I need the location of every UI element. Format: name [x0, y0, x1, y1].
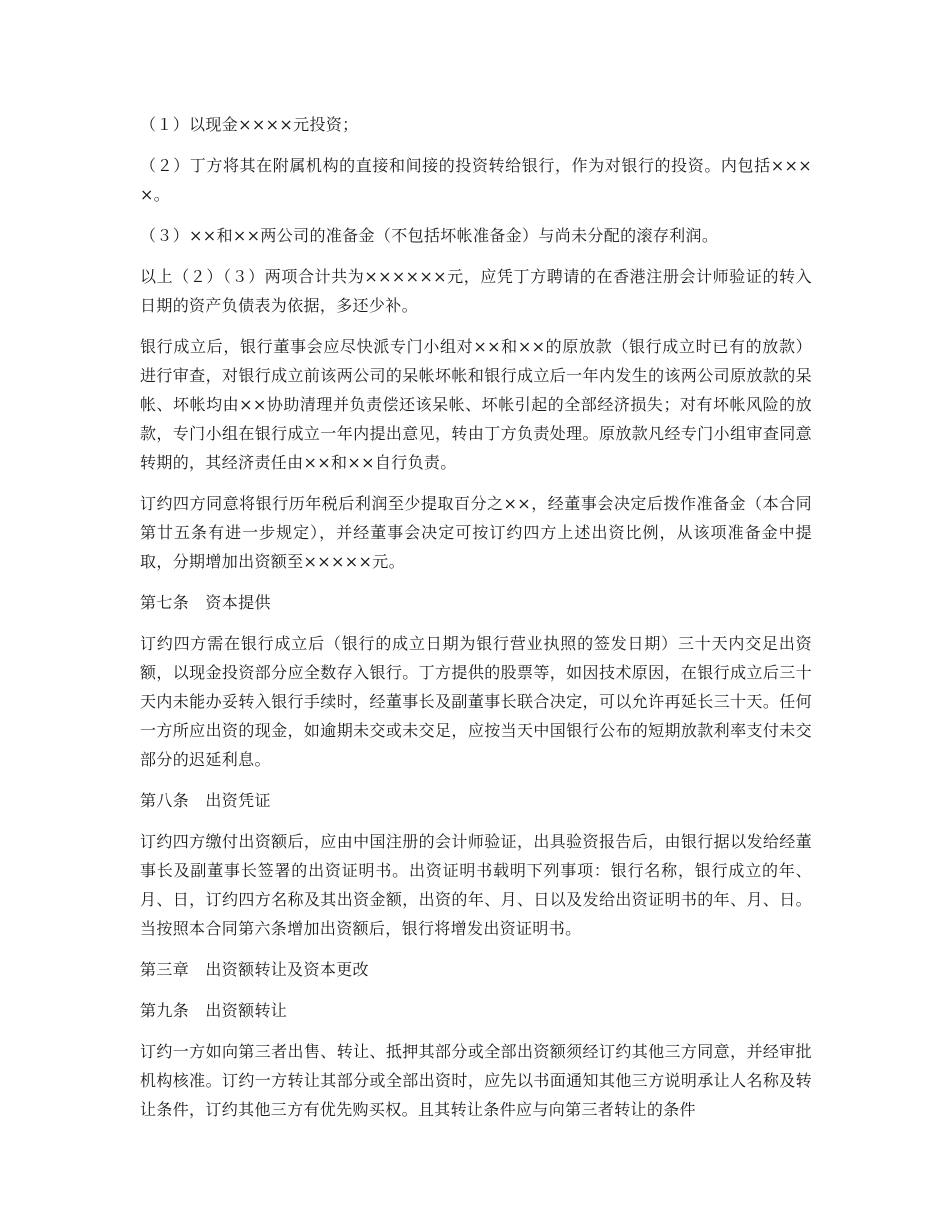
paragraph-capital-transfer: 订约一方如向第三者出售、转让、抵押其部分或全部出资额须经订约其他三方同意，并经审批机构核准。订约一方转让其部分或全部出资时，应先以书面通知其他三方说明承让人名称及转让条件，订约其他三方有优先购买权。且其转让条件应与向第三者转让的条件 [140, 1042, 812, 1119]
paragraph-loan-review: 银行成立后，银行董事会应尽快派专门小组对××和××的原放款（银行成立时已有的放款）进行审查，对银行成立前该两公司的呆帐坏帐和银行成立后一年内发生的该两公司原放款的呆帐、坏帐均由××协助清理并负责偿还该呆帐、坏帐引起的全部经济损失；对有坏帐风险的放款，专门小组在银行成立一年内提出意见，转由丁方负责处理。原放款凡经专门小组审查同意转期的，其经济责任由××和××自行负责。 [140, 337, 812, 472]
article-9-heading: 第九条 出资额转让 [140, 1001, 288, 1020]
article-7-heading: 第七条 资本提供 [140, 593, 271, 612]
paragraph-reserve-fund: 订约四方同意将银行历年税后利润至少提取百分之××，经董事会决定后拨作准备金（本合同第廿五条有进一步规定），并经董事会决定可按订约四方上述出资比例，从该项准备金中提取，分期增加出资额至×××××元。 [140, 494, 812, 571]
clause-item-1: （１）以现金××××元投资； [140, 115, 359, 134]
clause-item-3: （３）××和××两公司的准备金（不包括坏帐准备金）与尚未分配的滚存利润。 [140, 226, 719, 245]
paragraph-capital-provision: 订约四方需在银行成立后（银行的成立日期为银行营业执照的签发日期）三十天内交足出资额，以现金投资部分应全数存入银行。丁方提供的股票等，如因技术原因，在银行成立后三十天内未能办妥转入银行手续时，经董事长及副董事长联合决定，可以允许再延长三十天。任何一方所应出资的现金，如逾期未交或未交足，应按当天中国银行公布的短期放款利率支付未交部分的迟延利息。 [140, 634, 812, 769]
article-8-heading: 第八条 出资凭证 [140, 791, 271, 810]
document-page [140, 110, 812, 1136]
paragraph-capital-certificate: 订约四方缴付出资额后，应由中国注册的会计师验证，出具验资报告后，由银行据以发给经董事长及副董事长签署的出资证明书。出资证明书载明下列事项：银行名称，银行成立的年、月、日，订约四方名称及其出资金额，出资的年、月、日以及发给出资证明书的年、月、日。当按照本合同第六条增加出资额后，银行将增发出资证明书。 [140, 832, 812, 938]
clause-item-2: （２）丁方将其在附属机构的直接和间接的投资转给银行，作为对银行的投资。内包括××××。 [140, 156, 812, 204]
paragraph-total-amount: 以上（２）（３）两项合计共为××××××元，应凭丁方聘请的在香港注册会计师验证的转入日期的资产负债表为依据，多还少补。 [140, 267, 812, 315]
chapter-3-heading: 第三章 出资额转让及资本更改 [140, 960, 369, 979]
